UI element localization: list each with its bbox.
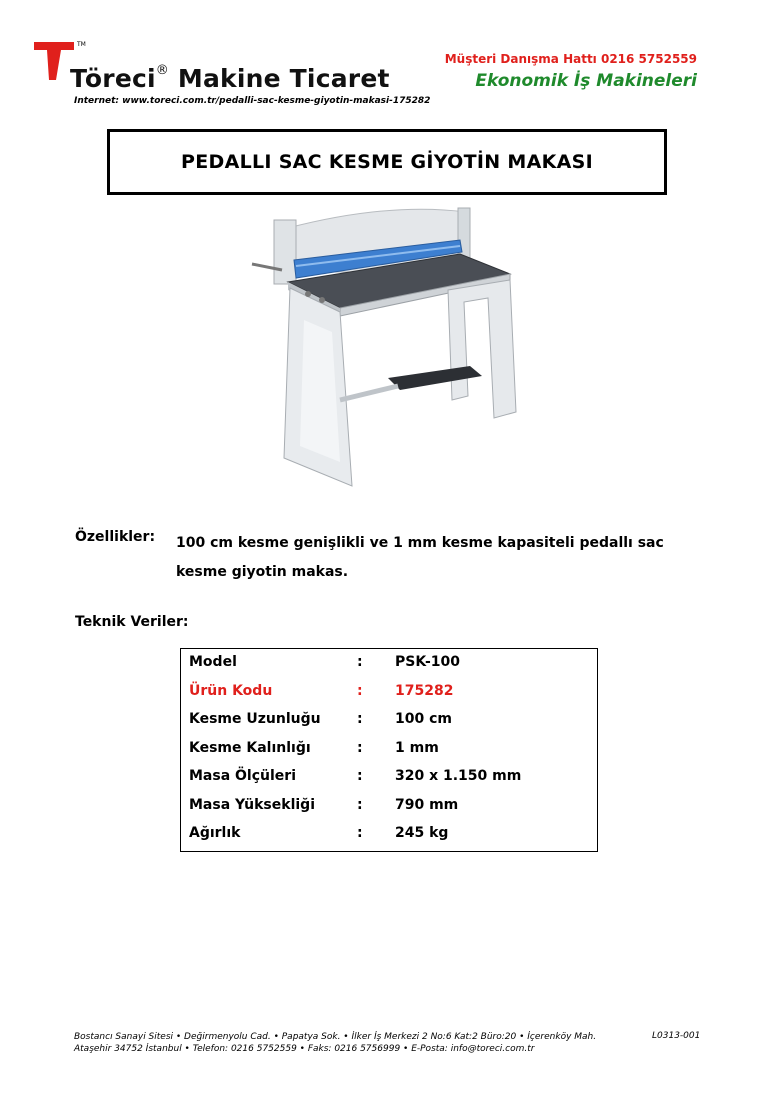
spec-sep: :: [357, 768, 363, 784]
customer-hotline: Müşteri Danışma Hattı 0216 5752559: [444, 52, 697, 66]
spec-value: 100 cm: [395, 711, 452, 727]
spec-value: 245 kg: [395, 825, 449, 841]
brand-name-main: Töreci: [70, 64, 156, 93]
features-label: Özellikler:: [75, 529, 156, 545]
spec-key: Model: [189, 654, 237, 670]
spec-key: Kesme Uzunluğu: [189, 711, 321, 727]
page-url[interactable]: Internet: www.toreci.com.tr/pedalli-sac-kesme-giyotin-makasi-175282: [74, 96, 431, 106]
spec-sep: :: [357, 682, 363, 699]
spec-row-product-code: [181, 680, 597, 709]
product-title-box: [107, 129, 667, 195]
spec-key: Ağırlık: [189, 825, 241, 841]
spec-row-table-height: [181, 794, 597, 823]
features-text: 100 cm kesme genişlikli ve 1 mm kesme kapasiteli pedallı sac kesme giyotin makas.: [176, 535, 664, 580]
spec-sep: :: [357, 654, 363, 670]
guillotine-shear-image: [248, 200, 528, 490]
spec-key: Ürün Kodu: [189, 682, 273, 699]
footer-address: [74, 1031, 596, 1055]
brand-name-suffix: Makine Ticaret: [177, 64, 390, 93]
spec-row-table-size: [181, 765, 597, 794]
registered-mark: ®: [155, 62, 169, 78]
spec-value: PSK-100: [395, 654, 461, 670]
spec-value: 320 x 1.150 mm: [395, 768, 522, 784]
spec-row-model: [181, 651, 597, 680]
footer-line-1: Bostancı Sanayi Sitesi • Değirmenyolu Cad. • Papatya Sok. • İlker İş Merkezi 2 No:6 Kat:2 Büro:20 • İçerenköy Mah.: [74, 1032, 597, 1042]
spec-row-cut-length: [181, 708, 597, 737]
spec-row-weight: [181, 822, 597, 851]
spec-value: 790 mm: [395, 796, 459, 813]
company-tagline: Ekonomik İş Makineleri: [475, 71, 697, 91]
spec-key: Masa Ölçüleri: [189, 768, 296, 784]
footer-line-2: Ataşehir 34752 İstanbul • Telefon: 0216 5752559 • Faks: 0216 5756999 • E-Posta: info@toreci.com.tr: [74, 1044, 535, 1054]
spec-sep: :: [357, 796, 363, 813]
spec-sep: :: [357, 825, 363, 841]
spec-value: 1 mm: [395, 739, 439, 756]
document-id: L0313-001: [652, 1031, 701, 1041]
spec-sep: :: [357, 711, 363, 727]
spec-value: 175282: [395, 682, 454, 699]
spec-table: [180, 648, 598, 852]
spec-key: Masa Yüksekliği: [189, 796, 315, 813]
toreci-logo-icon: [34, 42, 74, 80]
brand-name: [70, 64, 390, 93]
trademark-mark: TM: [77, 41, 86, 48]
spec-sep: :: [357, 739, 363, 756]
spec-key: Kesme Kalınlığı: [189, 739, 311, 756]
technical-data-label: Teknik Veriler:: [75, 614, 189, 630]
product-title: PEDALLI SAC KESME GİYOTİN MAKASI: [181, 151, 593, 173]
spec-row-cut-thickness: [181, 737, 597, 766]
